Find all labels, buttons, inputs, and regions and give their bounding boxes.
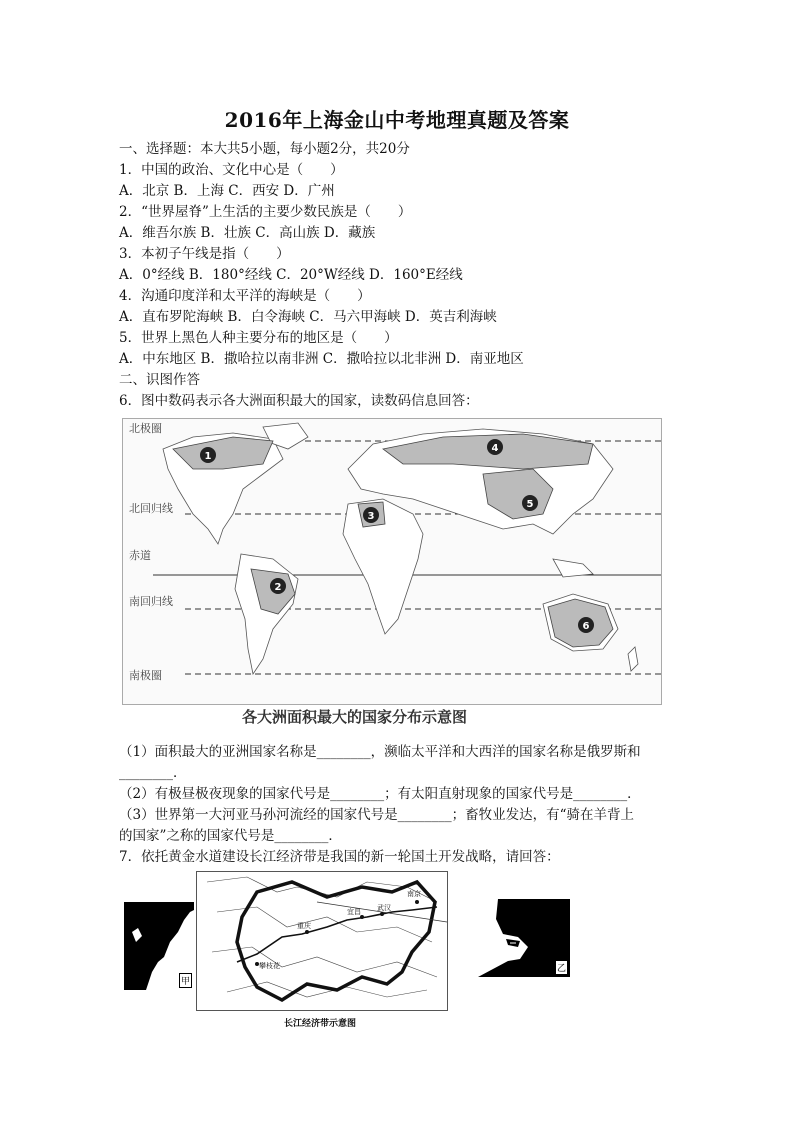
page-title: 2016年上海金山中考地理真题及答案: [224, 108, 570, 132]
question-5-options: A．中东地区 B．撒哈拉以南非洲 C．撒哈拉以北非洲 D．南亚地区: [119, 351, 524, 367]
lat-label-antarctic: 南极圈: [129, 669, 162, 682]
map-caption: 各大洲面积最大的国家分布示意图: [242, 708, 468, 726]
city-yichang: 宜昌: [347, 908, 361, 916]
question-3: 3．本初子午线是指（ ）: [119, 246, 290, 262]
marker-2: 2: [274, 582, 282, 593]
section-heading-map: 二、识图作答: [119, 372, 200, 388]
question-4: 4．沟通印度洋和太平洋的海峡是（ ）: [119, 288, 371, 304]
question-6: 6．图中数码表示各大洲面积最大的国家，读数码信息回答：: [119, 393, 479, 409]
lat-label-capricorn: 南回归线: [129, 595, 173, 608]
question-4-options: A．直布罗陀海峡 B．白令海峡 C．马六甲海峡 D．英吉利海峡: [119, 309, 497, 325]
world-map: [122, 418, 662, 705]
question-2-options: A．维吾尔族 B．壮族 C．高山族 D．藏族: [119, 225, 376, 241]
city-wuhan: 武汉: [377, 904, 391, 912]
question-6-3: （3）世界第一大河亚马孙河流经的国家代号是________；畜牧业发达，有“骑在羊背上: [119, 807, 634, 823]
question-7: 7．依托黄金水道建设长江经济带是我国的新一轮国土开发战略，请回答：: [119, 849, 560, 865]
yangtze-economic-belt-map: [196, 871, 448, 1011]
question-1: 1．中国的政治、文化中心是（ ）: [119, 162, 344, 178]
marker-1: 1: [204, 451, 212, 462]
inset-tag-yi: 乙: [555, 960, 568, 975]
question-6-2: （2）有极昼极夜现象的国家代号是________；有太阳直射现象的国家代号是________．: [119, 786, 641, 802]
city-panzhihua: 攀枝花: [259, 962, 280, 970]
yangtze-river: [237, 907, 437, 962]
lat-label-cancer: 北回归线: [129, 502, 173, 515]
inset-tag-jia: 甲: [179, 973, 192, 988]
question-1-options: A．北京 B．上海 C．西安 D．广州: [119, 183, 335, 199]
marker-6: 6: [582, 621, 590, 632]
lat-label-equator: 赤道: [129, 549, 151, 562]
question-5: 5．世界上黑色人种主要分布的地区是（ ）: [119, 330, 398, 346]
marker-5: 5: [526, 499, 534, 510]
islands-southeast-asia: [553, 559, 593, 577]
question-6-1: （1）面积最大的亚洲国家名称是________，濒临太平洋和大西洋的国家名称是俄罗斯和: [119, 744, 641, 760]
question-6-1-cont: ________．: [119, 765, 187, 781]
question-2: 2．“世界屋脊”上生活的主要少数民族是（ ）: [119, 204, 412, 220]
yangtze-map-caption: 长江经济带示意图: [284, 1019, 357, 1029]
marker-3: 3: [367, 511, 375, 522]
section-heading-choice: 一、选择题：本大共5小题，每小题2分，共20分: [119, 141, 410, 157]
question-6-3-cont: 的国家”之称的国家代号是________．: [119, 828, 342, 844]
inset-map-jia: [124, 902, 194, 990]
marker-4: 4: [491, 443, 499, 454]
lat-label-arctic: 北极圈: [129, 422, 162, 435]
question-3-options: A．0°经线 B．180°经线 C．20°W经线 D．160°E经线: [119, 267, 463, 283]
city-chongqing: 重庆: [297, 922, 311, 930]
city-nanjing: 南京: [407, 890, 421, 898]
inset-map-yi: [448, 899, 570, 977]
island-new-zealand: [628, 647, 638, 671]
